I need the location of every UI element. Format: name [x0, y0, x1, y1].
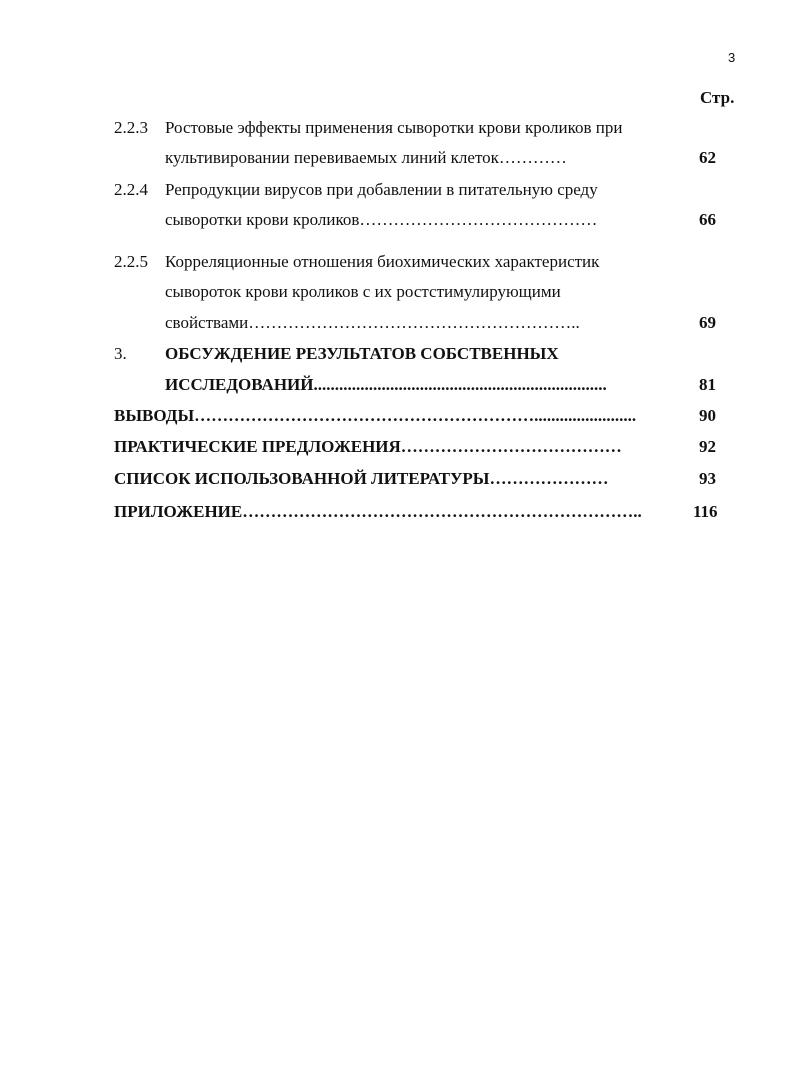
- toc-page: 116: [693, 502, 718, 521]
- toc-page: 81: [699, 375, 716, 394]
- toc-page: 92: [699, 437, 716, 456]
- toc-number: 3.: [114, 344, 127, 363]
- toc-title-line: свойствами…………………………………………………..: [165, 313, 580, 332]
- toc-title-line: СПИСОК ИСПОЛЬЗОВАННОЙ ЛИТЕРАТУРЫ…………………: [114, 469, 609, 488]
- toc-title-line: ВЫВОДЫ……………………………………………………........................: [114, 406, 637, 425]
- toc-title-line: Репродукции вирусов при добавлении в питательную среду: [165, 180, 598, 199]
- toc-title-line: ОБСУЖДЕНИЕ РЕЗУЛЬТАТОВ СОБСТВЕННЫХ: [165, 344, 559, 363]
- toc-title-line: ПРАКТИЧЕСКИЕ ПРЕДЛОЖЕНИЯ…………………………………: [114, 437, 622, 456]
- toc-page: 93: [699, 469, 716, 488]
- toc-title-line: ПРИЛОЖЕНИЕ……………………………………………………………..: [114, 502, 642, 521]
- toc-title-line: Корреляционные отношения биохимических характеристик: [165, 252, 600, 271]
- toc-page: 90: [699, 406, 716, 425]
- toc-title-line: Ростовые эффекты применения сыворотки крови кроликов при: [165, 118, 623, 137]
- toc-number: 2.2.3: [114, 118, 148, 137]
- toc-title-line: сыворотки крови кроликов……………………………………: [165, 210, 598, 229]
- toc-page: 62: [699, 148, 716, 167]
- page-column-header: Стр.: [700, 88, 735, 107]
- toc-title-line: культивировании перевиваемых линий клеток…………: [165, 148, 567, 167]
- toc-page: 69: [699, 313, 716, 332]
- toc-number: 2.2.5: [114, 252, 148, 271]
- toc-number: 2.2.4: [114, 180, 148, 199]
- toc-title-line: сывороток крови кроликов с их ростстимулирующими: [165, 282, 561, 301]
- toc-title-line: ИССЛЕДОВАНИЙ.....................................................................: [165, 375, 607, 394]
- page-number: 3: [728, 50, 736, 65]
- toc-page: 66: [699, 210, 716, 229]
